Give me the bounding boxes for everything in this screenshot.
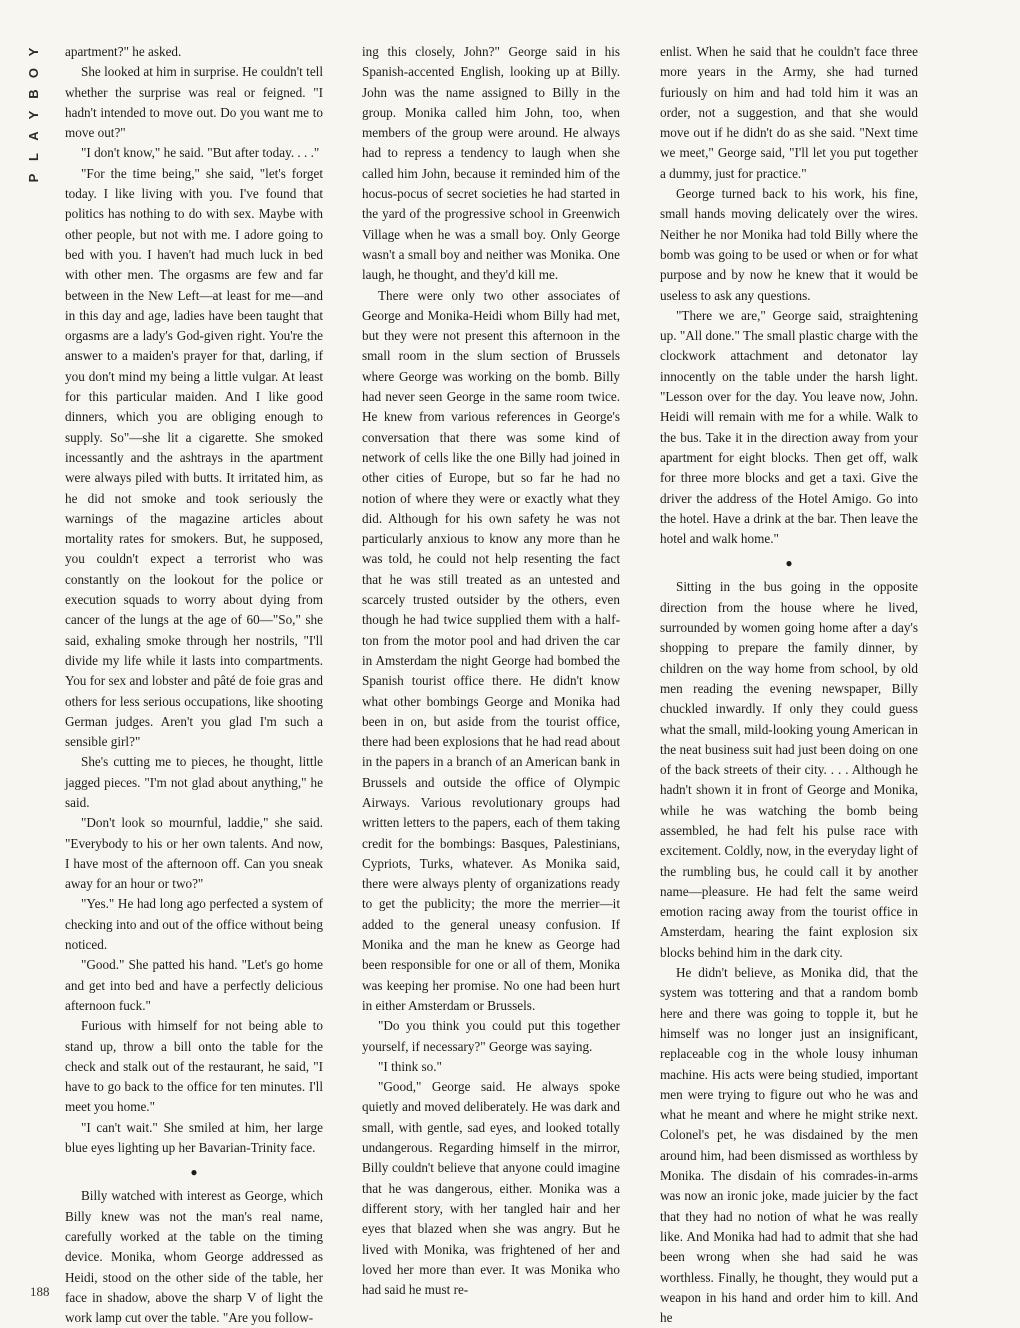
paragraph: ing this closely, John?" George said in his Spanish-accented English, looking up at Billy. John was the name assigned to Billy in the group. Monika called him John, too, when members of the group were around. He always had to repress a tendency to laugh when she called him John, because it reminded him of the hocus-pocus of secret societies he had started in the yard of the progressive school in Greenwich Village when he was a small boy. Only George wasn't a small boy and neither was Monika. One laugh, he thought, and they'd kill me. <box>362 44 620 283</box>
column-1 <box>65 42 323 1328</box>
column-1-after-break <box>65 1186 323 1328</box>
paragraph: Sitting in the bus going in the opposite direction from the house where he lived, surrounded by women going home after a day's shopping to prepare the family dinner, by children on the way home from school, by old men reading the evening newspaper, Billy chuckled inwardly. If only they could guess what the small, mild-looking young American in the neat business suit had just been doing on one of the back streets of their city. . . . Although he hadn't shown it in front of George and Monika, while he was watching the bomb being assembled, he had felt his pulse race with excitement. Coldly, now, in the everyday light of the rumbling bus, he could call it by another name—pleasure. He had felt the same weird emotion racing away from the tourist office in Amsterdam, hearing the faint explosion six blocks behind him in the dark city. <box>660 579 918 960</box>
masthead-letter: O <box>26 67 41 79</box>
magazine-masthead <box>22 44 46 191</box>
column-2-paragraphs <box>362 42 620 1300</box>
paragraph: enlist. When he said that he couldn't face three more years in the Army, she had turned furiously on him and had told him it was an order, not a suggestion, and that she would move out if he didn't do as she said. "Next time we meet," George said, "I'll let you put together a dummy, just for practice." <box>660 44 918 181</box>
paragraph: "For the time being," she said, "let's forget today. I like living with you. I've found that politics has nothing to do with sex. Maybe with other people, but not with me. I adore going to bed with you. I haven't had much luck in bed with other men. The orgasms are few and far between in the New Left—at least for me—and in this day and age, ladies have been taught that orgasms are a lady's God-given right. You're the answer to a maiden's prayer for that, darling, if you don't mind my being a little vulgar. At least for this particular maiden. And I like good dinners, which you are obliging enough to supply. So"—she lit a cigarette. She smoked incessantly and the ashtrays in the apartment were always piled with butts. It irritated him, as he did not smoke and took seriously the warnings of the magazine articles about mortality rates for smokers. But, he supposed, you couldn't expect a terrorist who was constantly on the lookout for the police or execution squads to worry about dying from cancer of the lungs at the age of 60—"So," she said, exhaling smoke through her nostrils, "I'll divide my life while it lasts into compartments. You for sex and lobster and pâté de foie gras and others for less serious occupations, like shooting German judges. Aren't you glad I'm such a sensible girl?" <box>65 165 323 750</box>
paragraph: "Don't look so mournful, laddie," she said. "Everybody to his or her own talents. And now, I have most of the afternoon off. Can you sneak away for an hour or two?" <box>65 815 323 892</box>
column-3-after-break <box>660 577 918 1328</box>
paragraph: She looked at him in surprise. He couldn't tell whether the surprise was real or feigned. "I hadn't intended to move out. Do you want me to move out?" <box>65 64 323 141</box>
column-1-paragraphs <box>65 42 323 1158</box>
paragraph: "Good," George said. He always spoke quietly and moved deliberately. He was dark and small, with gentle, sad eyes, and looked totally undangerous. Regarding himself in the mirror, Billy couldn't believe that anyone could imagine that he was dangerous, either. Monika was a different story, with her tangled hair and her eyes that blazed when she was angry. But he lived with Monika, was frightened of her and loved her more than ever. It was Monika who had said he must re- <box>362 1079 620 1298</box>
paragraph: "I think so." <box>378 1058 442 1074</box>
masthead-letter: L <box>26 153 41 161</box>
masthead-letter: P <box>26 173 41 183</box>
masthead-letter: Y <box>26 47 41 57</box>
column-3 <box>660 42 918 1328</box>
masthead-letter: A <box>26 131 41 141</box>
paragraph: "Good." She patted his hand. "Let's go home and get into bed and have a perfectly delicious afternoon fuck." <box>65 957 323 1013</box>
column-2 <box>362 42 620 1300</box>
paragraph: She's cutting me to pieces, he thought, little jagged pieces. "I'm not glad about anything," he said. <box>65 754 323 810</box>
masthead-letter: B <box>26 89 41 99</box>
paragraph: Furious with himself for not being able to stand up, throw a bill onto the table for the check and stalk out of the restaurant, he said, "I have to go back to the office for ten minutes. I'll meet you home." <box>65 1018 323 1115</box>
paragraph: There were only two other associates of George and Monika-Heidi whom Billy had met, but they were not present this afternoon in the small room in the slum section of Brussels where George was working on the bomb. Billy had never seen George in the same room twice. He knew from various references in George's conversation that there was some kind of network of cells like the one Billy had joined in other cities of Europe, but so far he had no notion of where they were or exactly what they did. Although for his own safety he was not particularly anxious to know any more than he was told, he could not help resenting the fact that he was still treated as an untested and scarcely trusted outsider by the others, even though he had twice supplied them with a half-ton from the motor pool and had driven the car in Amsterdam the night George had bombed the Spanish tourist office there. He didn't know what other bombings George and Monika had been in on, but aside from the tourist office, there had been explosions that he had read about in the papers in a branch of an American bank in Brussels and outside the office of Olympic Airways. Various revolutionary groups had written letters to the papers, each of them taking credit for the bombings: Basques, Palestinians, Cypriots, Turks, whatever. As Monika said, there were always plenty of organizations ready to get the publicity; the more the merrier—it added to the general uneasy confusion. If Monika and the man he knew as George had been responsible for one or all of them, Monika was keeping her promise. No one had been hurt in either Amsterdam or Brussels. <box>362 287 620 1013</box>
column-3-paragraphs <box>660 42 918 549</box>
page-number: 188 <box>30 1284 50 1299</box>
paragraph: "I can't wait." She smiled at him, her large blue eyes lighting up her Bavarian-Trinity face. <box>65 1119 323 1156</box>
paragraph: "Do you think you could put this together yourself, if necessary?" George was saying. <box>362 1018 620 1054</box>
paragraph: "There we are," George said, straightening up. "All done." The small plastic charge with the clockwork attachment and detonator lay innocently on the table under the harsh light. "Lesson over for the day. You leave now, John. Heidi will remain with me for a while. Walk to the bus. Take it in the direction away from your apartment for eight blocks. Then get off, walk for three more blocks and get a taxi. Give the driver the address of the Hotel Amigo. Go into the hotel. Have a drink at the bar. Then leave the hotel and walk home." <box>660 307 918 547</box>
section-break: ● <box>785 556 793 571</box>
paragraph: apartment?" he asked. <box>65 44 182 59</box>
paragraph: He didn't believe, as Monika did, that the system was tottering and that a random bomb here and there was going to topple it, but he himself was no longer just an insignificant, replaceable cog in the whole lousy inhuman machine. His acts were being studied, important men were trying to figure out who he was and what he meant and where he might strike next. Colonel's pet, he was disdained by the men around him, had been dismissed as worthless by Monika. The disdain of his comrades-in-arms was now an ironic joke, made juicier by the fact that they had no notion of what he was really like. And Monika had had to admit that she had been wrong when she had said he was worthless. Finally, he thought, they would put a weapon in his hand and order him to kill. And he <box>660 965 918 1326</box>
paragraph: "I don't know," he said. "But after today. . . ." <box>81 145 320 161</box>
paragraph: George turned back to his work, his fine, small hands moving delicately over the wires. Neither he nor Monika had told Billy where the bomb was going to be used or when or for what purpose and by now he knew that it would be useless to ask any questions. <box>660 186 918 303</box>
section-break: ● <box>190 1165 198 1180</box>
paragraph: Billy watched with interest as George, which Billy knew was not the man's real name, carefully worked at the table on the timing device. Monika, whom George addressed as Heidi, stood on the other side of the table, her face in shadow, above the sharp V of light the work lamp cut over the table. "Are you follow- <box>65 1188 323 1326</box>
paragraph: "Yes." He had long ago perfected a system of checking into and out of the office without being noticed. <box>65 896 323 953</box>
masthead-letter: Y <box>26 110 41 120</box>
